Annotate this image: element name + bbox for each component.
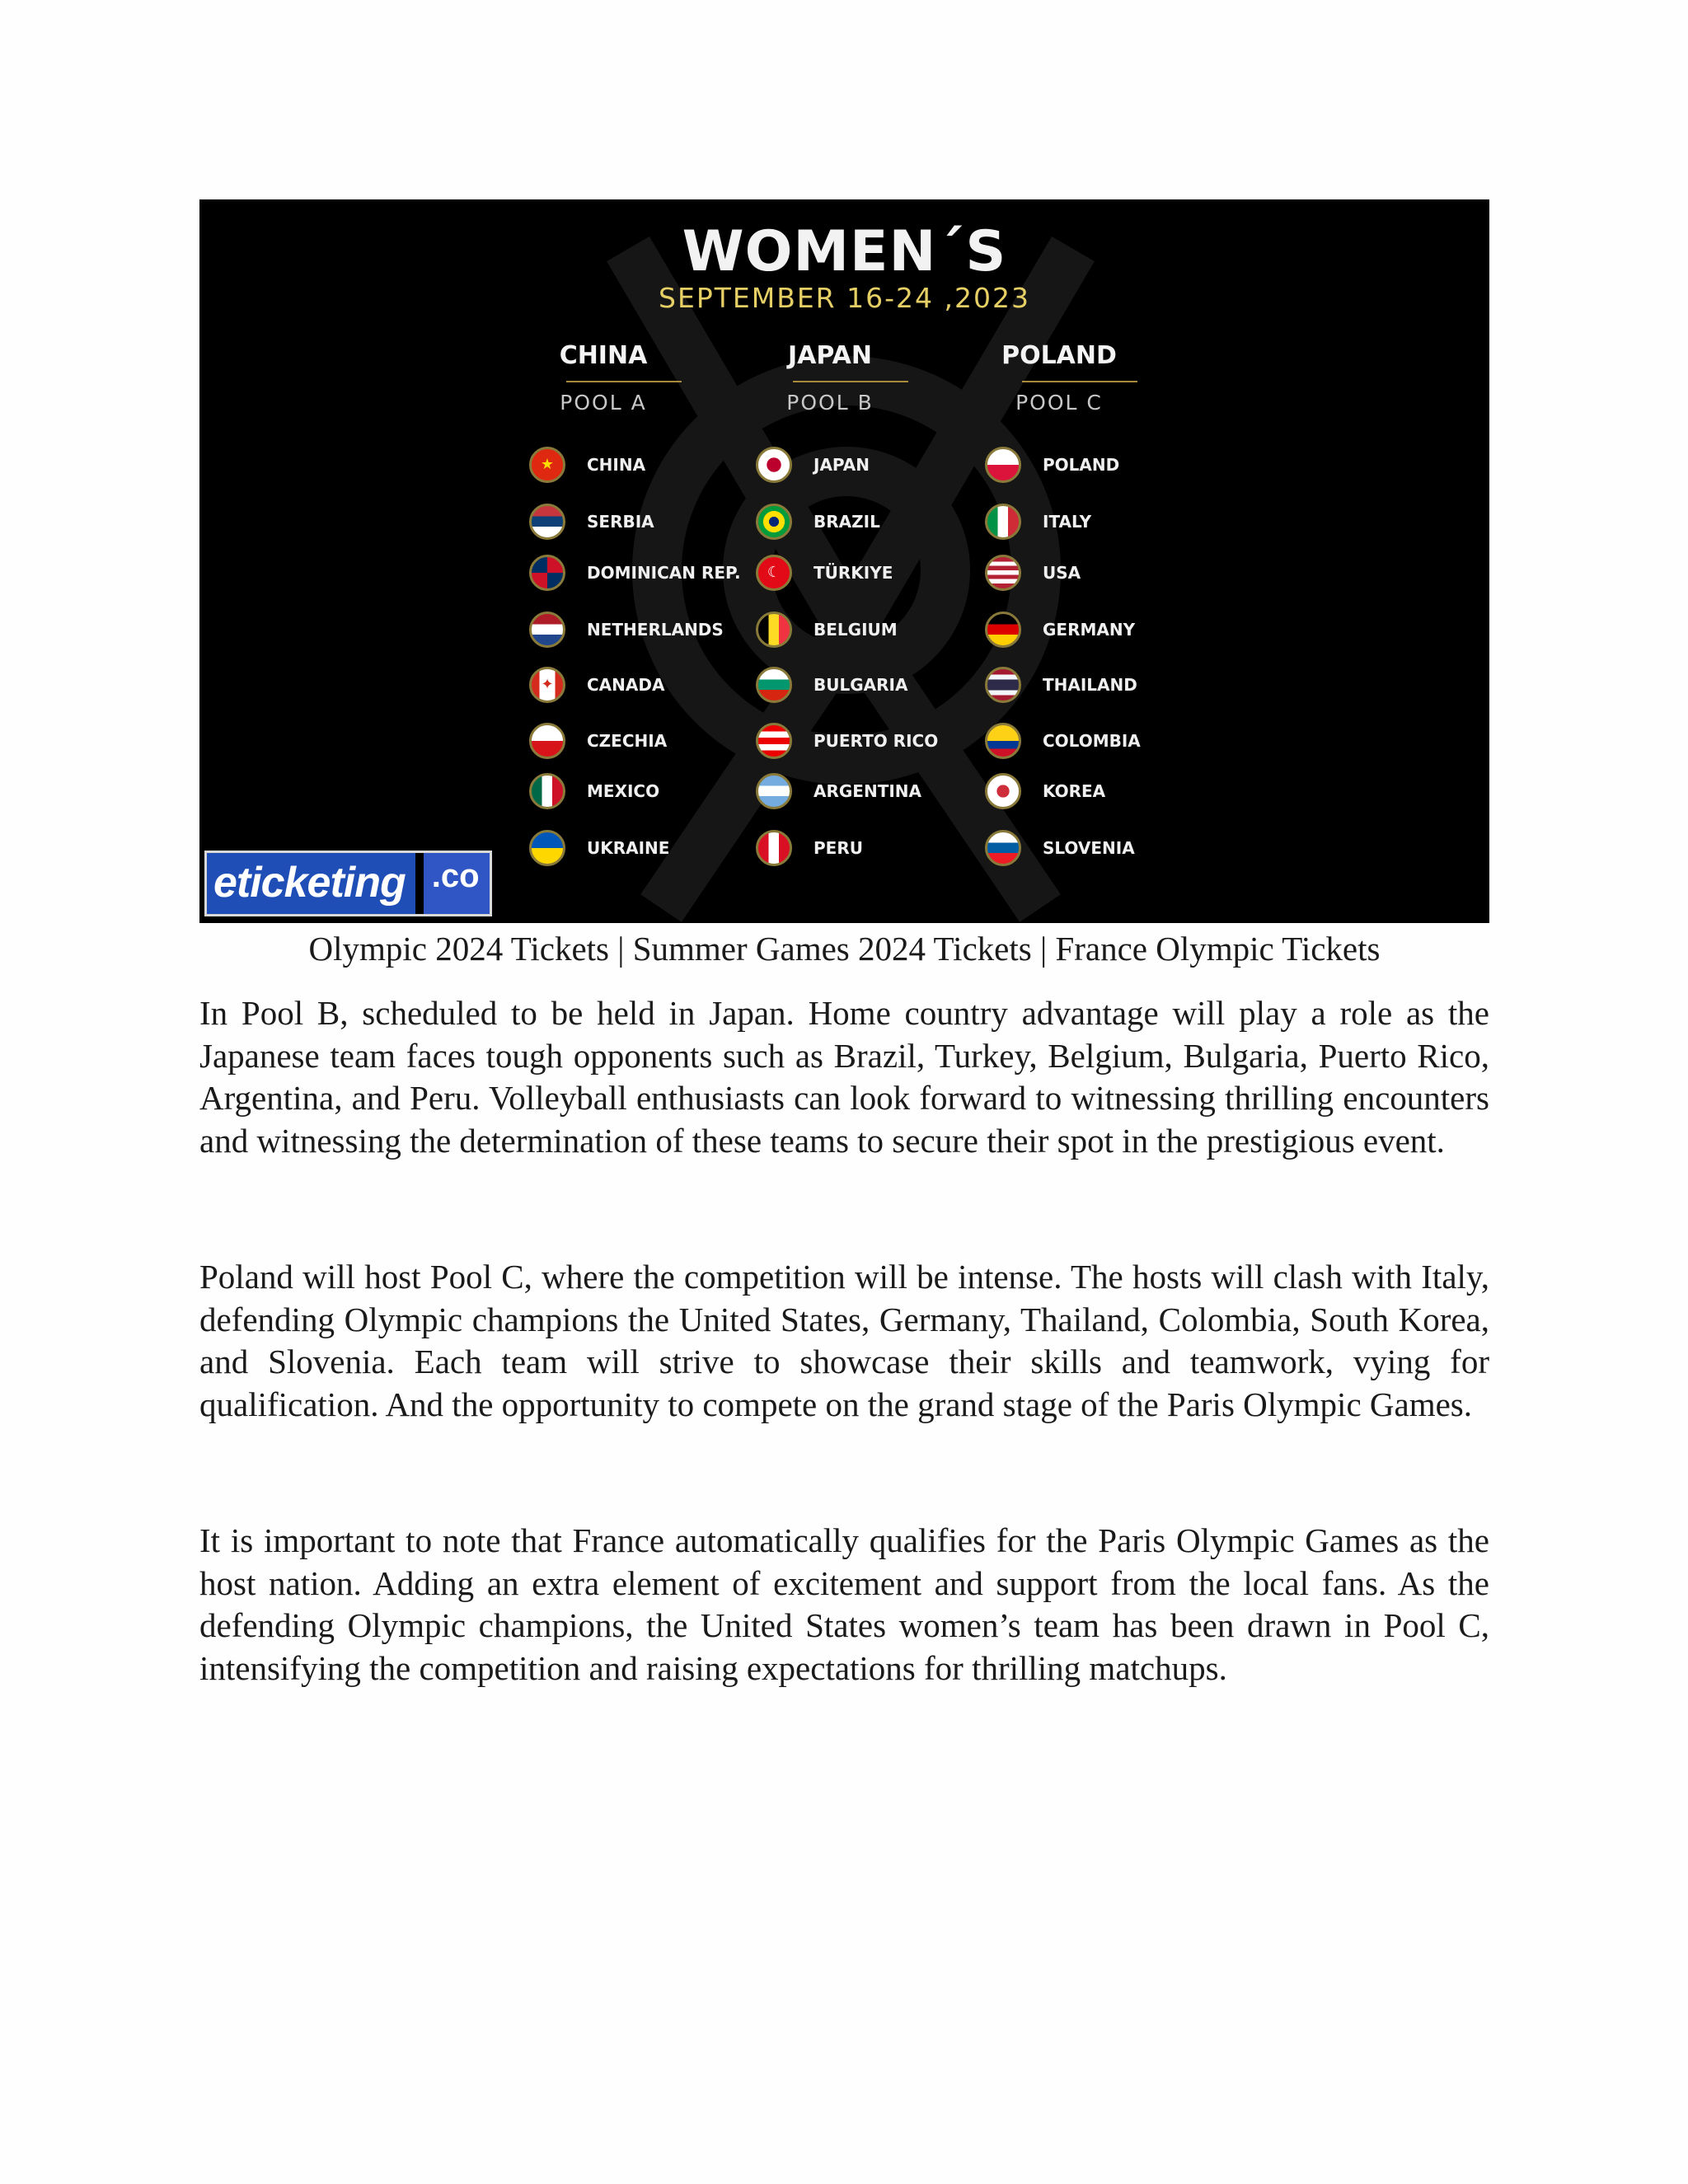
team-name: BRAZIL: [814, 512, 880, 532]
team-row: [756, 612, 995, 653]
pool-host: POLAND: [1001, 341, 1117, 370]
team-row: [756, 830, 995, 871]
usa-flag-icon: [985, 555, 1021, 591]
italy-flag-icon: [985, 504, 1021, 540]
team-row: [529, 555, 768, 596]
belgium-flag-icon: [756, 612, 792, 648]
team-row: [529, 504, 768, 545]
logo-suffix-text: .co: [424, 851, 492, 916]
serbia-flag-icon: [529, 504, 565, 540]
team-name: THAILAND: [1043, 675, 1137, 695]
team-row: [756, 773, 995, 814]
team-row: [756, 667, 995, 708]
paragraph-pool-b: In Pool B, scheduled to be held in Japan. Home country advantage will play a role as the Japanese team faces tough opponents such as Brazil, Turkey, Belgium, Bulgaria, Puerto Rico, Argentina, and Peru. Volleyball enthusiasts can look forward to witnessing thrilling encounters and witnessing the determination of these teams to secure their spot in the prestigious event.: [199, 994, 1489, 1160]
paragraph-france-host: It is important to note that France automatically qualifies for the Paris Olympic Games as the host nation. Adding an extra element of excitement and support from the local fans. As the defending Olympic champions, the United States women’s team has been drawn in Pool C, intensifying the competition and raising expectations for thrilling matchups.: [199, 1521, 1489, 1687]
team-name: SLOVENIA: [1043, 838, 1135, 858]
pool-name: POOL B: [786, 391, 874, 415]
team-name: NETHERLANDS: [587, 620, 724, 640]
pool-host: CHINA: [559, 341, 648, 370]
peru-flag-icon: [756, 830, 792, 866]
team-name: ARGENTINA: [814, 781, 921, 801]
team-name: UKRAINE: [587, 838, 670, 858]
team-row: [529, 773, 768, 814]
womens-pools-graphic: [199, 199, 1489, 923]
logo-main-text: eticketing: [204, 851, 415, 916]
team-row: [985, 723, 1224, 764]
image-caption: Olympic 2024 Tickets | Summer Games 2024 Tickets | France Olympic Tickets: [308, 930, 1381, 968]
pool-host: JAPAN: [788, 341, 872, 370]
korea-flag-icon: [985, 773, 1021, 809]
team-row: [756, 447, 995, 488]
team-name: JAPAN: [814, 455, 870, 475]
team-name: KOREA: [1043, 781, 1106, 801]
thailand-flag-icon: [985, 667, 1021, 703]
team-row: [985, 447, 1224, 488]
team-row: [985, 830, 1224, 871]
team-row: [529, 723, 768, 764]
mexico-flag-icon: [529, 773, 565, 809]
pool-divider: [793, 381, 908, 382]
team-row: [529, 612, 768, 653]
team-row: [756, 723, 995, 764]
team-name: PERU: [814, 838, 863, 858]
eticketing-logo: [204, 851, 492, 916]
pool-name: POOL C: [1015, 391, 1103, 415]
team-name: CZECHIA: [587, 731, 668, 751]
dominican-republic-flag-icon: [529, 555, 565, 591]
team-name: GERMANY: [1043, 620, 1136, 640]
canada-flag-icon: ✦: [529, 667, 565, 703]
slovenia-flag-icon: [985, 830, 1021, 866]
team-row: [985, 504, 1224, 545]
japan-flag-icon: [756, 447, 792, 483]
paragraph-pool-c: Poland will host Pool C, where the competition will be intense. The hosts will clash with Italy, defending Olympic champions the United States, Germany, Thailand, Colombia, South Korea, and Slovenia. Each team will strive to showcase their skills and teamwork, vying for qualification. And the opportunity to compete on the grand stage of the Paris Olympic Games.: [199, 1258, 1489, 1423]
team-name: POLAND: [1043, 455, 1120, 475]
team-name: MEXICO: [587, 781, 660, 801]
turkey-flag-icon: ☾: [756, 555, 792, 591]
team-row: [756, 504, 995, 545]
team-name: USA: [1043, 563, 1081, 583]
team-row: [529, 447, 768, 488]
team-row: [985, 555, 1224, 596]
team-name: ITALY: [1043, 512, 1092, 532]
team-row: [985, 612, 1224, 653]
pool-divider: [1022, 381, 1137, 382]
team-row: [756, 555, 995, 596]
team-row: [529, 830, 768, 871]
graphic-date: SEPTEMBER 16-24 ,2023: [659, 282, 1030, 314]
poland-flag-icon: [985, 447, 1021, 483]
team-name: CHINA: [587, 455, 646, 475]
czechia-flag-icon: [529, 723, 565, 759]
netherlands-flag-icon: [529, 612, 565, 648]
brazil-flag-icon: [756, 504, 792, 540]
team-name: BULGARIA: [814, 675, 908, 695]
team-name: DOMINICAN REP.: [587, 563, 741, 583]
ukraine-flag-icon: [529, 830, 565, 866]
graphic-title: WOMEN´S: [682, 219, 1007, 284]
team-name: PUERTO RICO: [814, 731, 939, 751]
pool-name: POOL A: [560, 391, 647, 415]
argentina-flag-icon: [756, 773, 792, 809]
team-name: COLOMBIA: [1043, 731, 1141, 751]
puerto-rico-flag-icon: [756, 723, 792, 759]
colombia-flag-icon: [985, 723, 1021, 759]
team-row: [529, 667, 768, 708]
germany-flag-icon: [985, 612, 1021, 648]
team-name: SERBIA: [587, 512, 654, 532]
bulgaria-flag-icon: [756, 667, 792, 703]
team-name: TÜRKIYE: [814, 563, 893, 583]
team-row: [985, 773, 1224, 814]
logo-separator: [415, 851, 424, 916]
pool-divider: [566, 381, 682, 382]
team-name: CANADA: [587, 675, 665, 695]
team-row: [985, 667, 1224, 708]
team-name: BELGIUM: [814, 620, 898, 640]
china-flag-icon: ★: [529, 447, 565, 483]
